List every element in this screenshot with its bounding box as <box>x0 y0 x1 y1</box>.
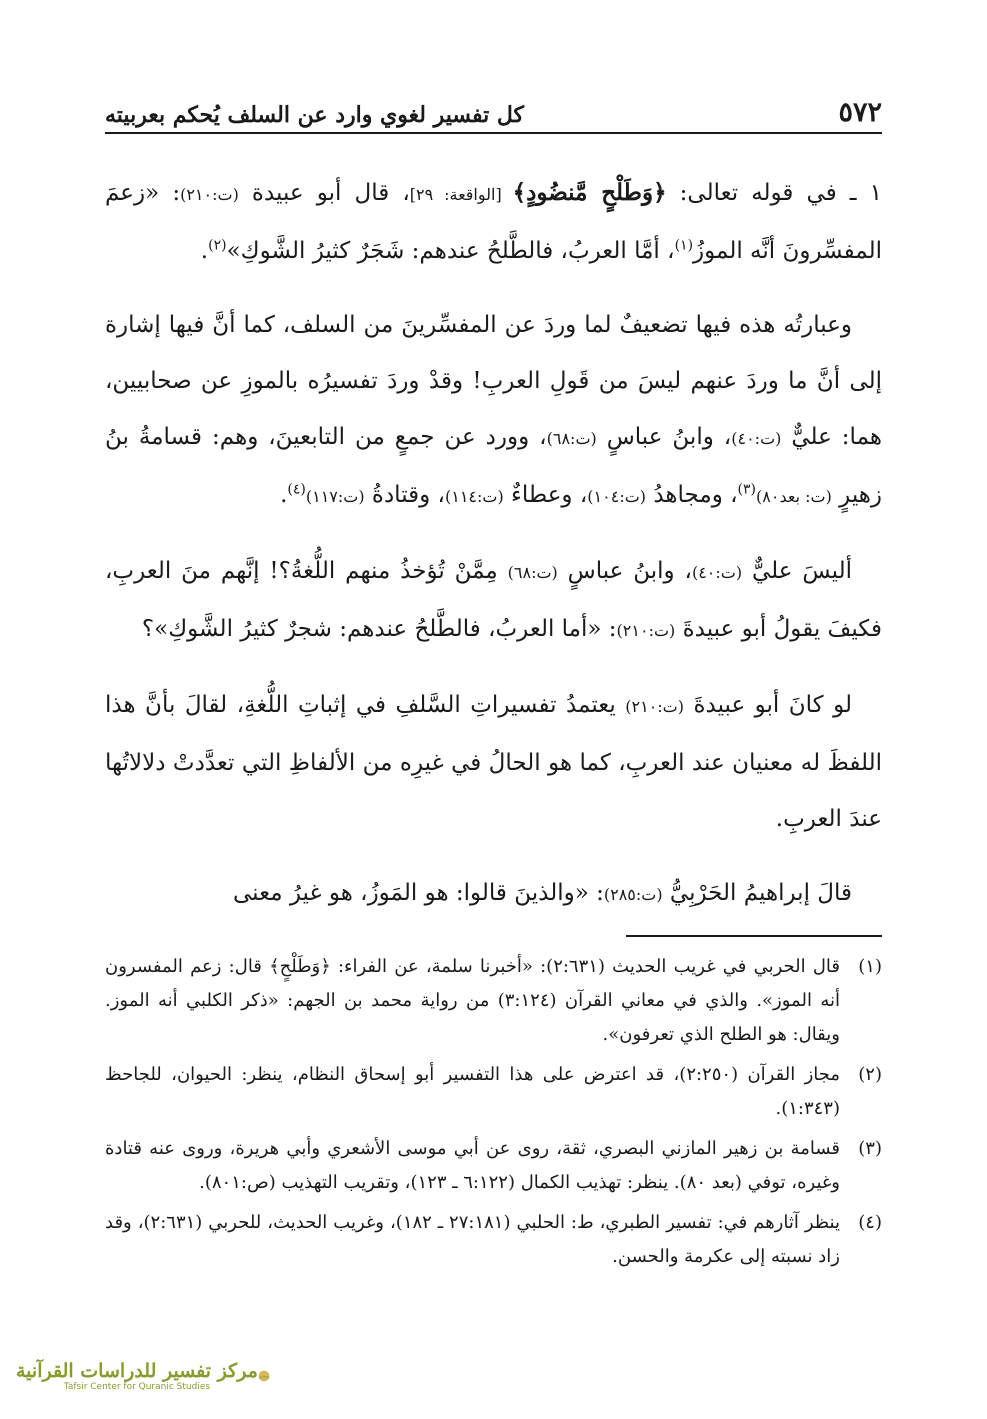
text-run: قالَ إبراهيمُ الحَرْبِيُّ <box>662 880 852 906</box>
tafsir-center-logo <box>8 1340 270 1412</box>
death-date: (ت:٦٨) <box>546 429 597 448</box>
text-run: ، وورد عن جمعٍ من التابعينَ، وهم: قسامةُ بنُ زهيرٍ <box>105 424 882 508</box>
logo-wordmark <box>16 1360 258 1392</box>
text-run: يعتمدُ تفسيراتِ السَّلفِ في إثباتِ اللُّغةِ، لقالَ بأنَّ هذا اللفظَ له معنيان عند العربِ، كما هو الحالُ في غيرِه من الألفاظِ التي تعدَّدتْ دلالاتُها عندَ العربِ. <box>105 692 882 832</box>
globe-icon <box>258 1344 270 1408</box>
logo-arabic-name: مركز تفسير للدراسات القرآنية <box>16 1360 258 1382</box>
footnote-separator <box>626 935 882 937</box>
text-run: . <box>280 482 288 508</box>
text-run: ، وعطاءٌ <box>503 482 588 508</box>
text-run: وعبارتُه هذه فيها تضعيفٌ لما وردَ عن المفسِّرينَ من السلف، كما أنَّ فيها إشارة إلى أنَّ ما وردَ عنهم ليسَ من قَولِ العربِ! وقدْ وردَ تفسيرُه بالموزِ عن صحابيين، هما: عليٌّ <box>105 312 882 450</box>
death-date: (ت:١٠٤) <box>587 487 647 506</box>
footnote-4 <box>105 1206 882 1274</box>
page-number: ٥٧٢ <box>838 97 882 128</box>
text-run: ، وقتادةُ <box>364 482 445 508</box>
text-run: مِمَّنْ تُؤخذُ منهم اللُّغةُ؟! إنَّهم منَ العربِ، فكيفَ يقولُ أبو عبيدةَ <box>105 558 882 642</box>
main-text <box>105 165 882 941</box>
footnote-number: (٤) <box>858 1212 882 1233</box>
text-run: لو كانَ أبو عبيدةَ <box>683 692 852 718</box>
footnote-1 <box>105 950 882 1052</box>
paragraph-4 <box>105 677 882 847</box>
death-date: (ت:١١٧) <box>305 487 365 506</box>
text-run: ، وابنُ عباسٍ <box>557 558 692 584</box>
footnote-text: قسامة بن زهير المازني البصري، ثقة، روى عن أبي موسى الأشعري وأبي هريرة، وروى عنه قتادة وغيره، توفي (بعد ٨٠). ينظر: تهذيب الكمال (٦:١٢٢ ـ ١٢٣)، وتقريب التهذيب (ص:٨٠١). <box>105 1138 840 1193</box>
death-date: (ت:٢١٠) <box>625 697 684 716</box>
death-date: (ت:١١٤) <box>444 487 504 506</box>
footnote-number: (٢) <box>858 1064 882 1085</box>
quran-verse: ﴿وَطَلْحٍ مَّنضُودٍ﴾ <box>512 179 667 206</box>
text-run: : «زعمَ المفسِّرونَ أنَّه الموزُ <box>105 180 882 264</box>
footnote-number: (١) <box>858 956 882 977</box>
running-title: كل تفسير لغوي وارد عن السلف يُحكم بعربيته <box>105 102 525 128</box>
death-date: (ت:٢٨٥) <box>603 885 663 904</box>
footnote-text: قال الحربي في غريب الحديث (٢:٦٣١): «أخبرنا سلمة، عن الفراء: ﴿وَطَلْحٍ﴾ قال: زعم المفسرون أنه الموز». والذي في معاني القرآن (٣:١٢٤) من رواية محمد بن الجهم: «ذكر الكلبي أنه الموز. ويقال: هو الطلح الذي تعرفون». <box>105 956 840 1045</box>
footnote-ref[interactable]: (٤) <box>287 481 306 498</box>
text-run: ، وابنُ عباسٍ <box>596 424 732 450</box>
page-header <box>105 82 882 134</box>
footnote-text: مجاز القرآن (٢:٢٥٠)، قد اعترض على هذا التفسير أبو إسحاق النظام، ينظر: الحيوان، للجاحظ (١:٣٤٣). <box>105 1064 841 1119</box>
text-run: : «والذينَ قالوا: هو المَوزُ، هو غيرُ معنى <box>233 880 604 906</box>
paragraph-5 <box>105 865 882 923</box>
paragraph-3 <box>105 543 882 659</box>
text-run: ، ومجاهدُ <box>646 482 738 508</box>
footnote-3 <box>105 1132 882 1200</box>
death-date: (ت:٦٨) <box>507 563 558 582</box>
footnote-number: (٣) <box>858 1138 882 1159</box>
death-date: (ت:٤٠) <box>691 563 743 582</box>
logo-mark-text: تفسير <box>258 1374 269 1379</box>
footnote-2 <box>105 1058 882 1126</box>
footnotes <box>105 950 882 1280</box>
death-date: (ت:٢١٠) <box>180 185 239 204</box>
logo-english-name: Tafsir Center for Quranic Studies <box>63 1382 211 1392</box>
footnote-text: ينظر آثارهم في: تفسير الطبري، ط: الحلبي (٢٧:١٨١ ـ ١٨٢)، وغريب الحديث، للحربي (٢:٦٣١)، وقد زاد نسبته إلى عكرمة والحسن. <box>105 1212 840 1267</box>
death-date: (ت:٢١٠) <box>616 621 676 640</box>
paragraph-2 <box>105 297 882 525</box>
text-run: ١ ـ في قوله تعالى: <box>666 180 883 206</box>
death-date: (ت:٤٠) <box>731 429 782 448</box>
text-run: أليسَ عليٌّ <box>742 558 852 584</box>
surah-reference: [الواقعة: ٢٩] <box>409 185 513 204</box>
text-run: : «أما العربُ، فالطَّلحُ عندهم: شجرٌ كثيرُ الشَّوكِ»؟ <box>141 616 617 642</box>
paragraph-1 <box>105 165 882 279</box>
footnote-ref[interactable]: (٢) <box>208 237 227 254</box>
text-run: . <box>200 238 209 264</box>
footnote-ref[interactable]: (٣) <box>737 481 757 498</box>
text-run: ، أمَّا العربُ، فالطَّلحُ عندهم: شَجَرٌ كثيرُ الشَّوكِ» <box>226 238 675 264</box>
footnote-ref[interactable]: (١) <box>674 237 694 254</box>
death-date: (ت: بعد٨٠) <box>756 487 832 506</box>
text-run: ، قال أبو عبيدة <box>238 180 410 206</box>
